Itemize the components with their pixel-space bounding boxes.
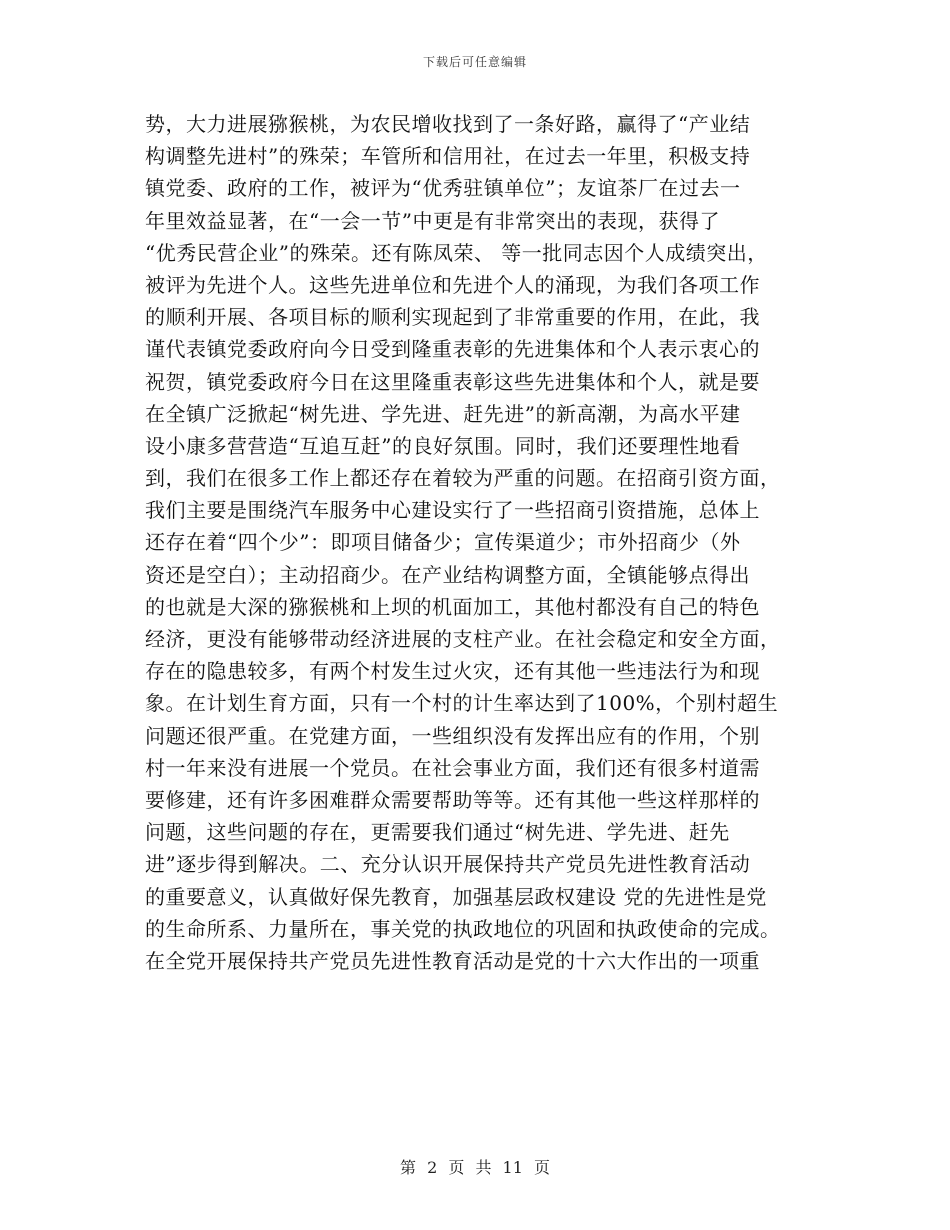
text-line: 祝贺，镇党委政府今日在这里隆重表彰这些先进集体和个人，就是要	[145, 369, 760, 394]
text-line: 存在的隐患较多，有两个村发生过火灾，还有其他一些违法行为和现	[145, 659, 760, 684]
text-line: 进”逐步得到解决。二、充分认识开展保持共产党员先进性教育活动	[145, 852, 751, 877]
text-line: 被评为先进个人。这些先进单位和先进个人的涌现，为我们各项工作	[145, 272, 760, 297]
text-line: 年里效益显著，在“一会一节”中更是有非常突出的表现，获得了	[145, 208, 720, 233]
text-line: 镇党委、政府的工作，被评为“优秀驻镇单位”；友谊茶厂在过去一	[145, 176, 741, 201]
text-line: 势，大力进展猕猴桃，为农民增收找到了一条好路，赢得了“产业结	[145, 112, 751, 136]
text-line: 在全党开展保持共产党员先进性教育活动是党的十六大作出的一项重	[145, 948, 760, 973]
text-line: 还存在着“四个少”：即项目储备少；宣传渠道少；市外招商少（外	[145, 530, 741, 555]
text-line: 设小康多营营造“互追互赶”的良好氛围。同时，我们还要理性地看	[145, 433, 741, 458]
text-line: 要修建，还有许多困难群众需要帮助等等。还有其他一些这样那样的	[145, 787, 760, 812]
text-line: 的顺利开展、各项目标的顺利实现起到了非常重要的作用，在此，我	[145, 305, 760, 330]
text-line: “优秀民营企业”的殊荣。还有陈凤荣、 等一批同志因个人成绩突出，	[145, 240, 768, 265]
text-line: 资还是空白）；主动招商少。在产业结构调整方面，全镇能够点得出	[145, 562, 750, 587]
document-body	[145, 108, 825, 977]
text-line: 经济，更没有能够带动经济进展的支柱产业。在社会稳定和安全方面，	[145, 627, 781, 651]
text-line: 问题还很严重。在党建方面，一些组织没有发挥出应有的作用，个别	[145, 723, 760, 748]
text-line: 我们主要是围绕汽车服务中心建设实行了一些招商引资措施，总体上	[145, 498, 760, 523]
text-line: 构调整先进村”的殊荣；车管所和信用社，在过去一年里，积极支持	[145, 144, 751, 169]
text-line: 的重要意义，认真做好保先教育，加强基层政权建设 党的先进性是党	[145, 884, 767, 909]
text-line: 的也就是大深的猕猴桃和上坝的机面加工，其他村都没有自己的特色	[145, 594, 760, 619]
text-line: 谨代表镇党委政府向今日受到隆重表彰的先进集体和个人表示衷心的	[145, 337, 760, 362]
text-line: 象。在计划生育方面，只有一个村的计生率达到了100%，个别村超生	[145, 691, 779, 716]
text-line: 的生命所系、力量所在，事关党的执政地位的巩固和执政使命的完成。	[145, 916, 781, 941]
text-line: 问题，这些问题的存在，更需要我们通过“树先进、学先进、赶先	[145, 820, 730, 845]
text-line: 到，我们在很多工作上都还存在着较为严重的问题。在招商引资方面，	[145, 466, 781, 491]
page-number-footer: 第 2 页 共 11 页	[400, 1158, 550, 1177]
text-line: 村一年来没有进展一个党员。在社会事业方面，我们还有很多村道需	[145, 755, 760, 780]
text-line: 在全镇广泛掀起“树先进、学先进、赶先进”的新高潮，为高水平建	[145, 401, 741, 426]
page-header-note: 下载后可任意编辑	[422, 55, 527, 69]
